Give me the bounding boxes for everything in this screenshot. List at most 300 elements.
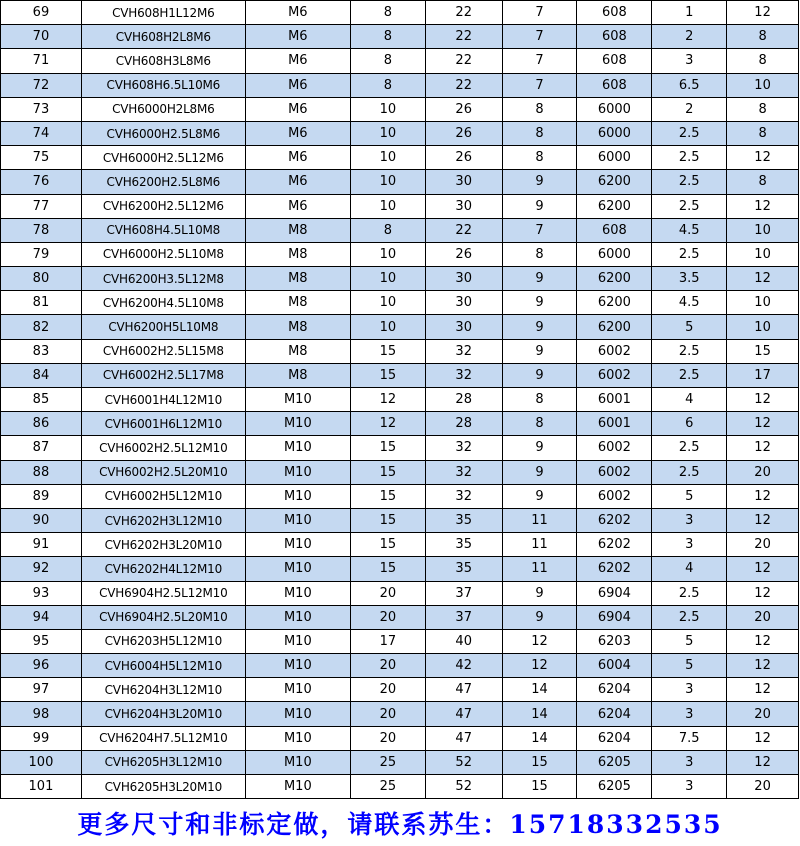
- bearing-number-cell: 6000: [577, 242, 652, 266]
- bearing-width-cell: 8: [502, 146, 577, 170]
- bearing-width-cell: 9: [502, 291, 577, 315]
- thread-size-cell: M8: [245, 242, 350, 266]
- bearing-width-cell: 8: [502, 412, 577, 436]
- outer-diameter-cell: 26: [425, 146, 502, 170]
- thread-size-cell: M10: [245, 726, 350, 750]
- model-code-cell: CVH6001H4L12M10: [81, 388, 245, 412]
- length-l-cell: 12: [727, 146, 799, 170]
- model-code-cell: CVH6000H2.5L12M6: [81, 146, 245, 170]
- model-code-cell: CVH608H4.5L10M8: [81, 218, 245, 242]
- length-l-cell: 12: [727, 678, 799, 702]
- inner-diameter-cell: 15: [350, 484, 425, 508]
- thread-size-cell: M6: [245, 97, 350, 121]
- row-number-cell: 70: [1, 25, 82, 49]
- height-h-cell: 2: [652, 97, 727, 121]
- model-code-cell: CVH6202H3L20M10: [81, 533, 245, 557]
- thread-size-cell: M10: [245, 775, 350, 799]
- model-code-cell: CVH6200H5L10M8: [81, 315, 245, 339]
- table-row: [1, 25, 799, 49]
- height-h-cell: 2.5: [652, 242, 727, 266]
- thread-size-cell: M6: [245, 121, 350, 145]
- length-l-cell: 8: [727, 121, 799, 145]
- outer-diameter-cell: 22: [425, 218, 502, 242]
- thread-size-cell: M6: [245, 49, 350, 73]
- bearing-number-cell: 6203: [577, 629, 652, 653]
- model-code-cell: CVH6205H3L20M10: [81, 775, 245, 799]
- height-h-cell: 3: [652, 508, 727, 532]
- inner-diameter-cell: 15: [350, 460, 425, 484]
- row-number-cell: 78: [1, 218, 82, 242]
- bearing-number-cell: 6200: [577, 170, 652, 194]
- length-l-cell: 20: [727, 605, 799, 629]
- row-number-cell: 79: [1, 242, 82, 266]
- outer-diameter-cell: 26: [425, 121, 502, 145]
- table-row: [1, 218, 799, 242]
- bearing-number-cell: 6000: [577, 146, 652, 170]
- length-l-cell: 12: [727, 436, 799, 460]
- bearing-width-cell: 8: [502, 388, 577, 412]
- bearing-width-cell: 11: [502, 557, 577, 581]
- inner-diameter-cell: 8: [350, 73, 425, 97]
- length-l-cell: 12: [727, 629, 799, 653]
- table-row: [1, 726, 799, 750]
- row-number-cell: 101: [1, 775, 82, 799]
- height-h-cell: 7.5: [652, 726, 727, 750]
- bearing-number-cell: 6904: [577, 605, 652, 629]
- length-l-cell: 12: [727, 484, 799, 508]
- bearing-number-cell: 6002: [577, 484, 652, 508]
- model-code-cell: CVH6202H4L12M10: [81, 557, 245, 581]
- model-code-cell: CVH6200H2.5L8M6: [81, 170, 245, 194]
- bearing-width-cell: 9: [502, 170, 577, 194]
- thread-size-cell: M10: [245, 533, 350, 557]
- height-h-cell: 3: [652, 49, 727, 73]
- outer-diameter-cell: 30: [425, 315, 502, 339]
- inner-diameter-cell: 20: [350, 605, 425, 629]
- thread-size-cell: M10: [245, 436, 350, 460]
- inner-diameter-cell: 20: [350, 581, 425, 605]
- outer-diameter-cell: 22: [425, 1, 502, 25]
- table-row: [1, 508, 799, 532]
- contact-text: 更多尺寸和非标定做，请联系苏生：15718332535: [77, 810, 723, 839]
- outer-diameter-cell: 52: [425, 750, 502, 774]
- inner-diameter-cell: 15: [350, 533, 425, 557]
- height-h-cell: 2.5: [652, 170, 727, 194]
- model-code-cell: CVH6000H2.5L10M8: [81, 242, 245, 266]
- length-l-cell: 12: [727, 267, 799, 291]
- thread-size-cell: M6: [245, 194, 350, 218]
- bearing-width-cell: 12: [502, 654, 577, 678]
- row-number-cell: 69: [1, 1, 82, 25]
- thread-size-cell: M10: [245, 702, 350, 726]
- model-code-cell: CVH6002H2.5L20M10: [81, 460, 245, 484]
- bearing-number-cell: 6200: [577, 291, 652, 315]
- row-number-cell: 98: [1, 702, 82, 726]
- length-l-cell: 10: [727, 73, 799, 97]
- bearing-width-cell: 14: [502, 726, 577, 750]
- row-number-cell: 85: [1, 388, 82, 412]
- bearing-number-cell: 6904: [577, 581, 652, 605]
- thread-size-cell: M10: [245, 678, 350, 702]
- thread-size-cell: M6: [245, 146, 350, 170]
- thread-size-cell: M6: [245, 73, 350, 97]
- table-row: [1, 121, 799, 145]
- height-h-cell: 4: [652, 388, 727, 412]
- length-l-cell: 15: [727, 339, 799, 363]
- thread-size-cell: M8: [245, 267, 350, 291]
- model-code-cell: CVH6000H2.5L8M6: [81, 121, 245, 145]
- model-code-cell: CVH6204H3L20M10: [81, 702, 245, 726]
- thread-size-cell: M8: [245, 218, 350, 242]
- outer-diameter-cell: 40: [425, 629, 502, 653]
- inner-diameter-cell: 10: [350, 97, 425, 121]
- row-number-cell: 88: [1, 460, 82, 484]
- thread-size-cell: M10: [245, 388, 350, 412]
- inner-diameter-cell: 10: [350, 170, 425, 194]
- model-code-cell: CVH608H3L8M6: [81, 49, 245, 73]
- thread-size-cell: M10: [245, 508, 350, 532]
- height-h-cell: 1: [652, 1, 727, 25]
- table-row: [1, 291, 799, 315]
- bearing-width-cell: 9: [502, 194, 577, 218]
- outer-diameter-cell: 28: [425, 412, 502, 436]
- table-row: [1, 436, 799, 460]
- thread-size-cell: M8: [245, 363, 350, 387]
- table-row: [1, 581, 799, 605]
- contact-footer: [0, 800, 800, 846]
- row-number-cell: 84: [1, 363, 82, 387]
- inner-diameter-cell: 15: [350, 363, 425, 387]
- thread-size-cell: M10: [245, 654, 350, 678]
- height-h-cell: 5: [652, 629, 727, 653]
- outer-diameter-cell: 37: [425, 605, 502, 629]
- table-row: [1, 702, 799, 726]
- height-h-cell: 3: [652, 678, 727, 702]
- row-number-cell: 95: [1, 629, 82, 653]
- table-row: [1, 533, 799, 557]
- thread-size-cell: M10: [245, 581, 350, 605]
- bearing-number-cell: 608: [577, 73, 652, 97]
- model-code-cell: CVH6205H3L12M10: [81, 750, 245, 774]
- bearing-number-cell: 6202: [577, 557, 652, 581]
- outer-diameter-cell: 37: [425, 581, 502, 605]
- bearing-number-cell: 6204: [577, 678, 652, 702]
- table-row: [1, 412, 799, 436]
- model-code-cell: CVH6002H5L12M10: [81, 484, 245, 508]
- bearing-width-cell: 7: [502, 73, 577, 97]
- model-code-cell: CVH6000H2L8M6: [81, 97, 245, 121]
- height-h-cell: 4: [652, 557, 727, 581]
- bearing-width-cell: 12: [502, 629, 577, 653]
- table-row: [1, 388, 799, 412]
- table-row: [1, 629, 799, 653]
- table-row: [1, 194, 799, 218]
- bearing-width-cell: 7: [502, 49, 577, 73]
- outer-diameter-cell: 35: [425, 557, 502, 581]
- length-l-cell: 20: [727, 775, 799, 799]
- bearing-width-cell: 8: [502, 97, 577, 121]
- height-h-cell: 3: [652, 750, 727, 774]
- height-h-cell: 2.5: [652, 460, 727, 484]
- bearing-width-cell: 14: [502, 678, 577, 702]
- row-number-cell: 96: [1, 654, 82, 678]
- bearing-number-cell: 6002: [577, 363, 652, 387]
- outer-diameter-cell: 30: [425, 194, 502, 218]
- height-h-cell: 2.5: [652, 605, 727, 629]
- bearing-number-cell: 6002: [577, 436, 652, 460]
- inner-diameter-cell: 12: [350, 388, 425, 412]
- bearing-number-cell: 6000: [577, 121, 652, 145]
- inner-diameter-cell: 8: [350, 25, 425, 49]
- table-row: [1, 678, 799, 702]
- bearing-number-cell: 6204: [577, 726, 652, 750]
- row-number-cell: 100: [1, 750, 82, 774]
- length-l-cell: 10: [727, 218, 799, 242]
- outer-diameter-cell: 52: [425, 775, 502, 799]
- outer-diameter-cell: 35: [425, 533, 502, 557]
- outer-diameter-cell: 30: [425, 291, 502, 315]
- table-row: [1, 750, 799, 774]
- outer-diameter-cell: 22: [425, 73, 502, 97]
- bearing-width-cell: 7: [502, 218, 577, 242]
- table-row: [1, 654, 799, 678]
- height-h-cell: 4.5: [652, 291, 727, 315]
- model-code-cell: CVH6002H2.5L15M8: [81, 339, 245, 363]
- row-number-cell: 86: [1, 412, 82, 436]
- bearing-width-cell: 9: [502, 363, 577, 387]
- row-number-cell: 81: [1, 291, 82, 315]
- bearing-width-cell: 9: [502, 581, 577, 605]
- model-code-cell: CVH6202H3L12M10: [81, 508, 245, 532]
- model-code-cell: CVH6204H3L12M10: [81, 678, 245, 702]
- bearing-width-cell: 11: [502, 508, 577, 532]
- model-code-cell: CVH6200H2.5L12M6: [81, 194, 245, 218]
- model-code-cell: CVH608H6.5L10M6: [81, 73, 245, 97]
- height-h-cell: 3: [652, 702, 727, 726]
- row-number-cell: 87: [1, 436, 82, 460]
- length-l-cell: 8: [727, 170, 799, 194]
- bearing-number-cell: 6200: [577, 267, 652, 291]
- thread-size-cell: M10: [245, 412, 350, 436]
- outer-diameter-cell: 22: [425, 25, 502, 49]
- length-l-cell: 8: [727, 25, 799, 49]
- height-h-cell: 3: [652, 775, 727, 799]
- thread-size-cell: M10: [245, 605, 350, 629]
- row-number-cell: 76: [1, 170, 82, 194]
- inner-diameter-cell: 25: [350, 775, 425, 799]
- height-h-cell: 4.5: [652, 218, 727, 242]
- thread-size-cell: M6: [245, 170, 350, 194]
- row-number-cell: 93: [1, 581, 82, 605]
- table-row: [1, 97, 799, 121]
- table-row: [1, 49, 799, 73]
- length-l-cell: 12: [727, 1, 799, 25]
- bearing-number-cell: 6204: [577, 702, 652, 726]
- model-code-cell: CVH6004H5L12M10: [81, 654, 245, 678]
- model-code-cell: CVH608H1L12M6: [81, 1, 245, 25]
- table-row: [1, 1, 799, 25]
- length-l-cell: 8: [727, 97, 799, 121]
- bearing-number-cell: 6004: [577, 654, 652, 678]
- height-h-cell: 2.5: [652, 146, 727, 170]
- outer-diameter-cell: 47: [425, 726, 502, 750]
- bearing-number-cell: 6200: [577, 194, 652, 218]
- model-code-cell: CVH608H2L8M6: [81, 25, 245, 49]
- bearing-width-cell: 8: [502, 121, 577, 145]
- model-code-cell: CVH6204H7.5L12M10: [81, 726, 245, 750]
- outer-diameter-cell: 32: [425, 436, 502, 460]
- table-row: [1, 73, 799, 97]
- length-l-cell: 12: [727, 581, 799, 605]
- outer-diameter-cell: 32: [425, 484, 502, 508]
- table-row: [1, 363, 799, 387]
- row-number-cell: 91: [1, 533, 82, 557]
- inner-diameter-cell: 20: [350, 702, 425, 726]
- thread-size-cell: M10: [245, 460, 350, 484]
- height-h-cell: 2.5: [652, 194, 727, 218]
- length-l-cell: 12: [727, 412, 799, 436]
- height-h-cell: 3.5: [652, 267, 727, 291]
- bearing-number-cell: 6000: [577, 97, 652, 121]
- height-h-cell: 5: [652, 315, 727, 339]
- outer-diameter-cell: 28: [425, 388, 502, 412]
- outer-diameter-cell: 42: [425, 654, 502, 678]
- bearing-number-cell: 608: [577, 218, 652, 242]
- bearing-width-cell: 7: [502, 1, 577, 25]
- length-l-cell: 8: [727, 49, 799, 73]
- inner-diameter-cell: 20: [350, 726, 425, 750]
- table-row: [1, 315, 799, 339]
- length-l-cell: 12: [727, 726, 799, 750]
- row-number-cell: 75: [1, 146, 82, 170]
- inner-diameter-cell: 20: [350, 678, 425, 702]
- bearing-width-cell: 15: [502, 750, 577, 774]
- height-h-cell: 2: [652, 25, 727, 49]
- inner-diameter-cell: 10: [350, 121, 425, 145]
- bearing-number-cell: 6002: [577, 339, 652, 363]
- table-row: [1, 460, 799, 484]
- inner-diameter-cell: 8: [350, 49, 425, 73]
- thread-size-cell: M10: [245, 557, 350, 581]
- table-row: [1, 339, 799, 363]
- bearing-width-cell: 9: [502, 484, 577, 508]
- height-h-cell: 6: [652, 412, 727, 436]
- bearing-number-cell: 6001: [577, 388, 652, 412]
- inner-diameter-cell: 15: [350, 557, 425, 581]
- bearing-width-cell: 9: [502, 605, 577, 629]
- inner-diameter-cell: 17: [350, 629, 425, 653]
- height-h-cell: 2.5: [652, 436, 727, 460]
- row-number-cell: 71: [1, 49, 82, 73]
- outer-diameter-cell: 35: [425, 508, 502, 532]
- length-l-cell: 12: [727, 388, 799, 412]
- bearing-number-cell: 6200: [577, 315, 652, 339]
- bearing-width-cell: 9: [502, 460, 577, 484]
- height-h-cell: 3: [652, 533, 727, 557]
- inner-diameter-cell: 15: [350, 508, 425, 532]
- thread-size-cell: M10: [245, 629, 350, 653]
- table-row: [1, 146, 799, 170]
- height-h-cell: 6.5: [652, 73, 727, 97]
- height-h-cell: 2.5: [652, 339, 727, 363]
- table-row: [1, 170, 799, 194]
- model-code-cell: CVH6001H6L12M10: [81, 412, 245, 436]
- inner-diameter-cell: 20: [350, 654, 425, 678]
- row-number-cell: 94: [1, 605, 82, 629]
- inner-diameter-cell: 15: [350, 339, 425, 363]
- table-row: [1, 775, 799, 799]
- inner-diameter-cell: 8: [350, 1, 425, 25]
- row-number-cell: 92: [1, 557, 82, 581]
- inner-diameter-cell: 10: [350, 267, 425, 291]
- bearing-number-cell: 6205: [577, 750, 652, 774]
- bearing-number-cell: 608: [577, 49, 652, 73]
- thread-size-cell: M6: [245, 1, 350, 25]
- bearing-number-cell: 6205: [577, 775, 652, 799]
- bearing-number-cell: 6202: [577, 533, 652, 557]
- bearing-number-cell: 608: [577, 1, 652, 25]
- thread-size-cell: M8: [245, 315, 350, 339]
- outer-diameter-cell: 26: [425, 97, 502, 121]
- table-row: [1, 605, 799, 629]
- inner-diameter-cell: 15: [350, 436, 425, 460]
- model-code-cell: CVH6200H4.5L10M8: [81, 291, 245, 315]
- table-row: [1, 557, 799, 581]
- row-number-cell: 80: [1, 267, 82, 291]
- outer-diameter-cell: 32: [425, 363, 502, 387]
- bearing-width-cell: 9: [502, 436, 577, 460]
- model-code-cell: CVH6904H2.5L12M10: [81, 581, 245, 605]
- length-l-cell: 12: [727, 654, 799, 678]
- table-row: [1, 484, 799, 508]
- bearing-number-cell: 6002: [577, 460, 652, 484]
- bearing-width-cell: 9: [502, 267, 577, 291]
- height-h-cell: 2.5: [652, 121, 727, 145]
- outer-diameter-cell: 26: [425, 242, 502, 266]
- outer-diameter-cell: 30: [425, 170, 502, 194]
- outer-diameter-cell: 22: [425, 49, 502, 73]
- outer-diameter-cell: 30: [425, 267, 502, 291]
- model-code-cell: CVH6203H5L12M10: [81, 629, 245, 653]
- length-l-cell: 12: [727, 557, 799, 581]
- inner-diameter-cell: 25: [350, 750, 425, 774]
- row-number-cell: 73: [1, 97, 82, 121]
- row-number-cell: 74: [1, 121, 82, 145]
- length-l-cell: 10: [727, 315, 799, 339]
- row-number-cell: 99: [1, 726, 82, 750]
- bearing-number-cell: 6001: [577, 412, 652, 436]
- height-h-cell: 5: [652, 484, 727, 508]
- length-l-cell: 10: [727, 291, 799, 315]
- outer-diameter-cell: 32: [425, 339, 502, 363]
- model-code-cell: CVH6904H2.5L20M10: [81, 605, 245, 629]
- row-number-cell: 89: [1, 484, 82, 508]
- height-h-cell: 5: [652, 654, 727, 678]
- inner-diameter-cell: 10: [350, 291, 425, 315]
- inner-diameter-cell: 10: [350, 242, 425, 266]
- row-number-cell: 83: [1, 339, 82, 363]
- row-number-cell: 72: [1, 73, 82, 97]
- row-number-cell: 97: [1, 678, 82, 702]
- thread-size-cell: M10: [245, 750, 350, 774]
- bearing-width-cell: 11: [502, 533, 577, 557]
- inner-diameter-cell: 12: [350, 412, 425, 436]
- row-number-cell: 77: [1, 194, 82, 218]
- inner-diameter-cell: 8: [350, 218, 425, 242]
- thread-size-cell: M8: [245, 339, 350, 363]
- inner-diameter-cell: 10: [350, 194, 425, 218]
- model-code-cell: CVH6002H2.5L17M8: [81, 363, 245, 387]
